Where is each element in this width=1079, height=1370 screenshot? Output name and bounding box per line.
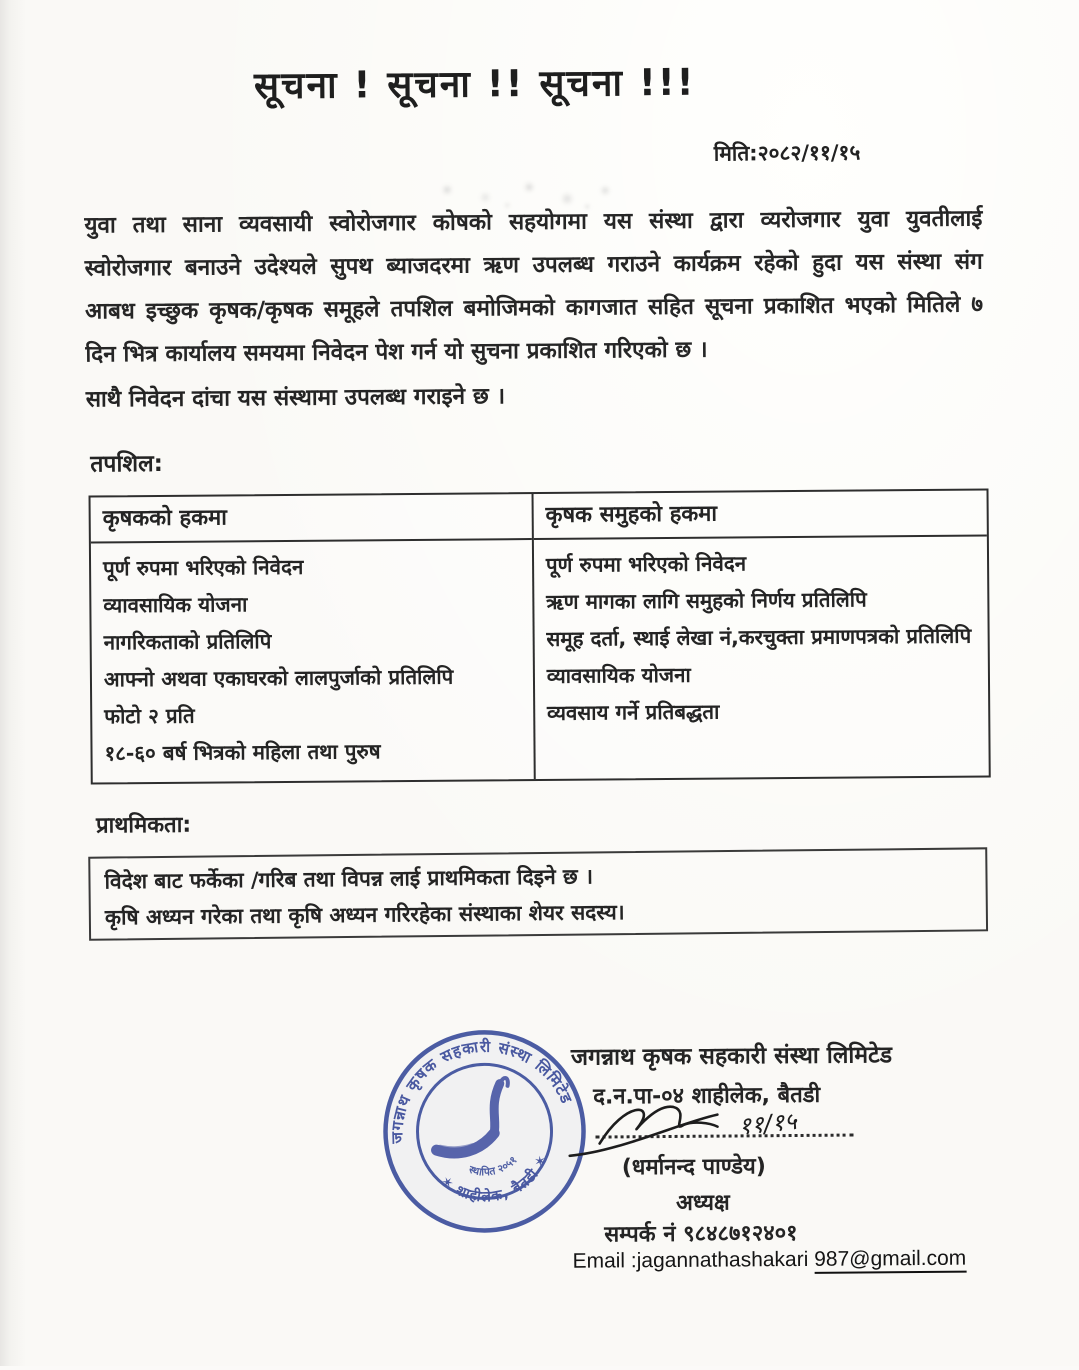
table-item: १८-६० बर्ष भित्रको महिला तथा पुरुष bbox=[104, 739, 381, 766]
email-link[interactable]: 987@gmail.com bbox=[814, 1247, 966, 1274]
farmer-column-items bbox=[91, 540, 534, 782]
intro-line: दिन भित्र कार्यालय समयमा निवेदन पेश गर्न यो सुचना प्रकाशित गरिएको छ । bbox=[85, 336, 708, 368]
stamp-inner-text: स्थापित २०५१ bbox=[467, 1154, 520, 1179]
signature-date-scribble: ११/१५ bbox=[737, 1107, 798, 1141]
requirements-table bbox=[89, 488, 991, 784]
priority-box bbox=[88, 847, 988, 940]
table-item: फोटो २ प्रति bbox=[104, 703, 195, 729]
stamp-ring-text-bottom: ✶ शाहीलेक, बैतडी ✶ bbox=[437, 1151, 552, 1206]
table-item: व्यावसायिक योजना bbox=[546, 662, 691, 688]
table-item: नागरिकताको प्रतिलिपि bbox=[103, 629, 272, 655]
priority-line: कृषि अध्यन गरेका तथा कृषि अध्यन गरिरहेका संस्थाका शेयर सदस्य। bbox=[104, 900, 625, 930]
date-line: मिति:२०८२/११/१५ bbox=[713, 140, 861, 166]
farmer-group-column-header: कृषक समुहको हकमा bbox=[533, 490, 987, 540]
scan-smudge bbox=[436, 183, 438, 185]
table-item: समूह दर्ता, स्थाई लेखा नं,करचुक्ता प्रमाणपत्रको प्रतिलिपि bbox=[546, 623, 972, 651]
priority-label: प्राथमिकता: bbox=[96, 812, 192, 839]
table-item: व्यवसाय गर्ने प्रतिबद्धता bbox=[546, 699, 720, 725]
table-item: पूर्ण रुपमा भरिएको निवेदन bbox=[545, 551, 747, 577]
stamp-ring-text-top: जगन्नाथ कृषक सहकारी संस्था लिमिटेड bbox=[388, 1037, 576, 1144]
notice-title: सूचना ! सूचना !! सूचना !!! bbox=[253, 60, 696, 108]
contact-number: सम्पर्क नं ९८४८७१२४०१ bbox=[604, 1220, 798, 1248]
table-item: व्यावसायिक योजना bbox=[103, 592, 248, 618]
email-prefix: Email :jagannathashakari bbox=[572, 1247, 815, 1273]
email-line bbox=[572, 1247, 966, 1274]
table-item: आफ्नो अथवा एकाघरको लालपुर्जाको प्रतिलिपि bbox=[103, 664, 454, 692]
signer-name: (धर्मानन्द पाण्डेय) bbox=[621, 1154, 766, 1181]
note-line: साथै निवेदन दांचा यस संस्थामा उपलब्ध गराइने छ । bbox=[85, 383, 506, 413]
farmer-group-column-items bbox=[534, 536, 989, 742]
farmer-group-column bbox=[533, 490, 988, 779]
signer-designation: अध्यक्ष bbox=[675, 1190, 730, 1216]
intro-line: आबध इच्छुक कृषक/कृषक समूहले तपशिल बमोजिमको कागजात सहित सूचना प्रकाशित भएको मितिले ७ bbox=[84, 291, 984, 325]
org-name: जगन्नाथ कृषक सहकारी संस्था लिमिटेड bbox=[570, 1042, 893, 1071]
intro-paragraph bbox=[84, 198, 983, 377]
table-item: पूर्ण रुपमा भरिएको निवेदन bbox=[102, 554, 304, 581]
intro-line: स्वोरोजगार बनाउने उदेश्यले सुपथ ब्याजदरमा ऋण उपलब्ध गराउने कार्यक्रम रहेको हुदा यस संस्था संग bbox=[84, 248, 983, 282]
org-address: द.न.पा-०४ शाहीलेक, बैतडी bbox=[593, 1082, 821, 1110]
farmer-column-header: कृषकको हकमा bbox=[91, 494, 532, 543]
table-item: ऋण मागका लागि समुहको निर्णय प्रतिलिपि bbox=[546, 587, 867, 614]
intro-line: युवा तथा साना व्यवसायी स्वोरोजगार कोषको सहयोगमा यस संस्था द्वारा व्यरोजगार युवा युवतीलाई bbox=[84, 205, 983, 239]
details-label: तपशिल: bbox=[90, 450, 163, 478]
farmer-column bbox=[91, 494, 536, 782]
priority-line: विदेश बाट फर्केका /गरिब तथा विपन्न लाई प्राथमिकता दिइने छ । bbox=[104, 864, 594, 894]
